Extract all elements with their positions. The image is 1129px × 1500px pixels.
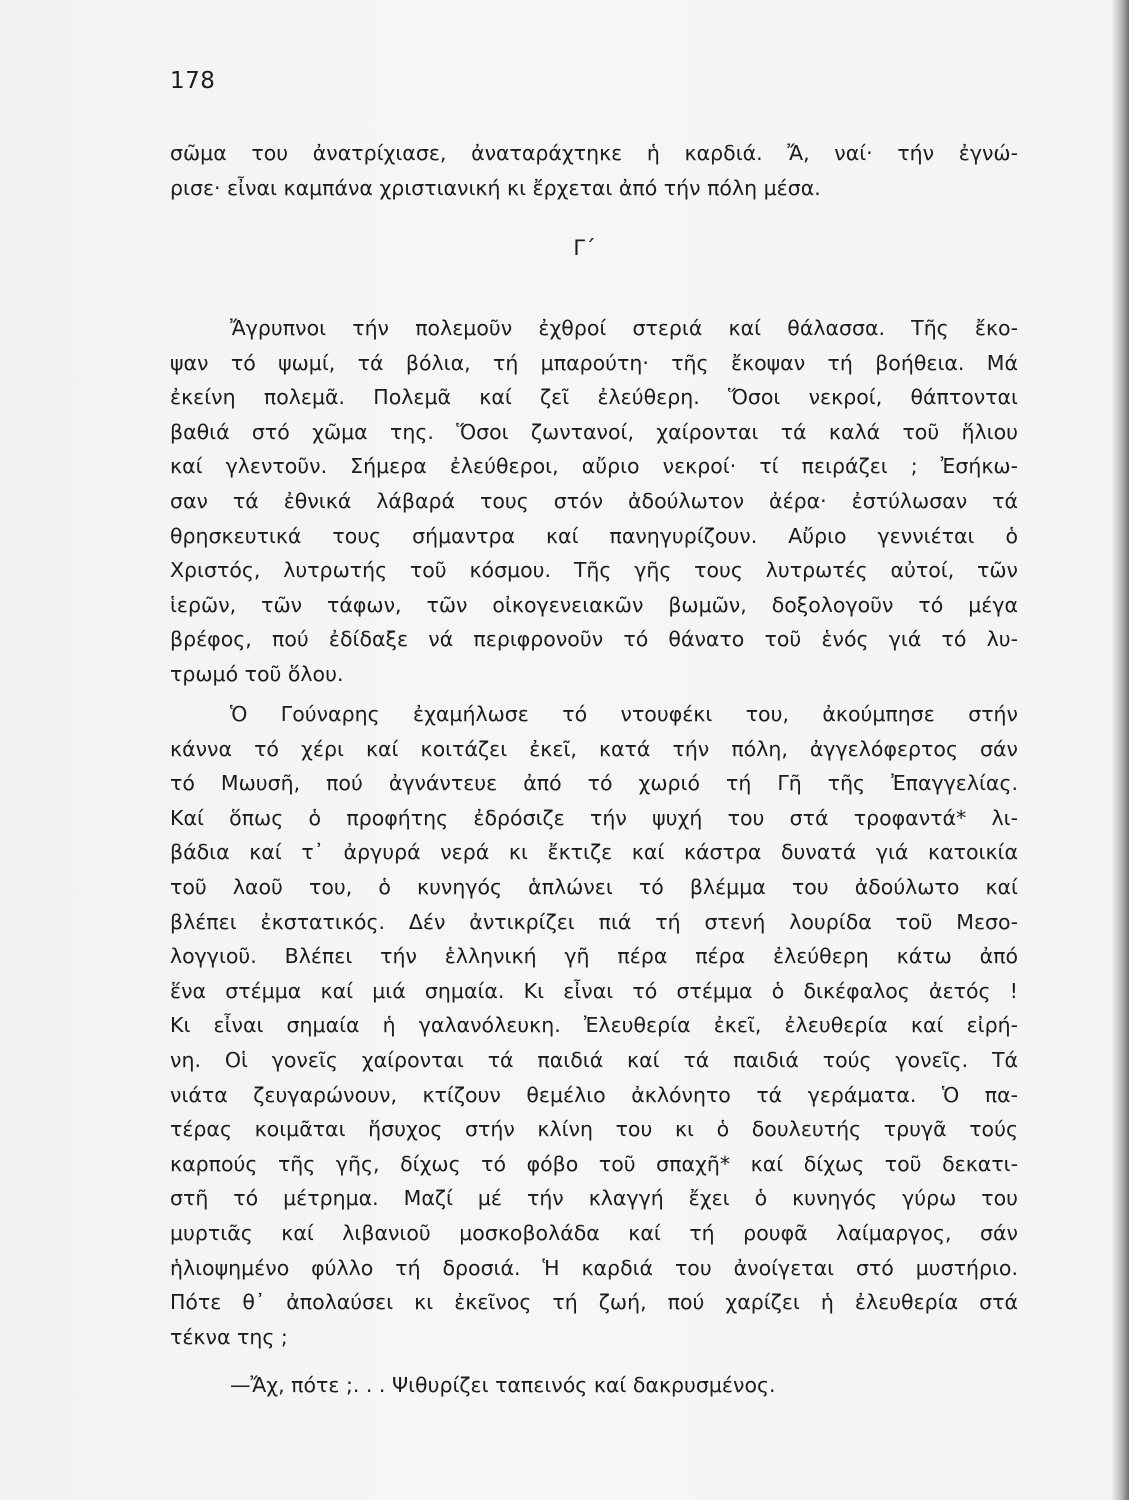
dialogue-line: —Ἄχ, πότε ;. . . Ψιθυρίζει ταπεινός καί δακρυσμένος.	[230, 1373, 776, 1397]
text-line: ἱερῶν, τῶν τάφων, τῶν οἰκογενειακῶν βωμῶν, δοξολογοῦν τό μέγα	[170, 592, 1018, 617]
text-line: τό Μωυσῆ, πού ἀγνάντευε ἀπό τό χωριό τή Γῆ τῆς Ἐπαγγελίας.	[170, 771, 1018, 796]
text-line: θρησκευτικά τους σήμαντρα καί πανηγυρίζουν. Αὔριο γεννιέται ὁ	[170, 523, 1018, 548]
text-line: νη. Οἱ γονεῖς χαίρονται τά παιδιά καί τά παιδιά τούς γονεῖς. Τά	[170, 1047, 1018, 1072]
book-spine-shadow	[1111, 0, 1129, 1500]
text-line: τέρας κοιμᾶται ἥσυχος στήν κλίνη του κι ὁ δουλευτής τρυγᾶ τούς	[170, 1117, 1018, 1142]
text-line: μυρτιᾶς καί λιβανιοῦ μοσκοβολάδα καί τή ρουφᾶ λαίμαργος, σάν	[170, 1220, 1018, 1245]
text-line: βρέφος, πού ἐδίδαξε νά περιφρονοῦν τό θάνατο τοῦ ἑνός γιά τό λυ-	[170, 627, 1018, 652]
text-line: βάδια καί τ᾽ ἀργυρά νερά κι ἔκτιζε καί κάστρα δυνατά γιά κατοικία	[170, 840, 1018, 865]
text-line: ἡλιοψημένο φύλλο τή δροσιά. Ἡ καρδιά του ἀνοίγεται στό μυστήριο.	[170, 1255, 1018, 1280]
text-line: τοῦ λαοῦ του, ὁ κυνηγός ἁπλώνει τό βλέμμα του ἀδούλωτο καί	[170, 874, 1018, 899]
text-line: στῆ τό μέτρημα. Μαζί μέ τήν κλαγγή ἔχει ὁ κυνηγός γύρω του	[170, 1186, 1018, 1211]
paragraph-continuation	[170, 136, 1018, 205]
text-line: νιάτα ζευγαρώνουν, κτίζουν θεμέλιο ἀκλόνητο τά γεράματα. Ὁ πα-	[170, 1082, 1018, 1107]
text-line: Χριστός, λυτρωτής τοῦ κόσμου. Τῆς γῆς τους λυτρωτές αὐτοί, τῶν	[170, 558, 1018, 583]
text-line: Ὁ Γούναρης ἐχαμήλωσε τό ντουφέκι του, ἀκούμπησε στήν	[230, 702, 1018, 726]
text-line: Ἄγρυπνοι τήν πολεμοῦν ἐχθροί στεριά καί θάλασσα. Τῆς ἔκο-	[230, 316, 1018, 340]
text-line: σαν τά ἐθνικά λάβαρά τους στόν ἀδούλωτον ἀέρα· ἐστύλωσαν τά	[170, 488, 1018, 513]
text-line: ψαν τό ψωμί, τά βόλια, τή μπαρούτη· τῆς ἔκοψαν τή βοήθεια. Μά	[170, 350, 1018, 375]
text-line: κάννα τό χέρι καί κοιτάζει ἐκεῖ, κατά τήν πόλη, ἀγγελόφερτος σάν	[170, 736, 1018, 761]
text-line: λογγιοῦ. Βλέπει τήν ἑλληνική γῆ πέρα πέρα ἐλεύθερη κάτω ἀπό	[170, 944, 1018, 969]
paragraph-gounaris	[170, 697, 1018, 1354]
page-number: 178	[170, 68, 216, 94]
text-line: βλέπει ἐκστατικός. Δέν ἀντικρίζει πιά τή στενή λουρίδα τοῦ Μεσο-	[170, 909, 1018, 934]
text-line: σῶμα του ἀνατρίχιασε, ἀναταράχτηκε ἡ καρδιά. Ἄ, ναί· τήν ἐγνώ-	[170, 141, 1018, 165]
text-line: καί γλεντοῦν. Σήμερα ἐλεύθεροι, αὔριο νεκροί· τί πειράζει ; Ἐσήκω-	[170, 454, 1018, 479]
text-line: Καί ὅπως ὁ προφήτης ἐδρόσιζε τήν ψυχή του στά τροφαντά* λι-	[170, 805, 1018, 830]
text-line: τρωμό τοῦ ὅλου.	[170, 661, 344, 686]
section-heading: Γ΄	[573, 236, 596, 260]
text-line: ρισε· εἶναι καμπάνα χριστιανική κι ἔρχεται ἀπό τήν πόλη μέσα.	[170, 175, 821, 200]
text-line: τέκνα της ;	[170, 1324, 288, 1349]
text-line: ἐκείνη πολεμᾶ. Πολεμᾶ καί ζεῖ ἐλεύθερη. Ὅσοι νεκροί, θάπτονται	[170, 385, 1018, 410]
text-line: Κι εἶναι σημαία ἡ γαλανόλευκη. Ἐλευθερία ἐκεῖ, ἐλευθερία καί εἰρή-	[170, 1013, 1018, 1038]
text-line: βαθιά στό χῶμα της. Ὅσοι ζωντανοί, χαίρονται τά καλά τοῦ ἥλιου	[170, 419, 1018, 444]
paragraph-siege	[170, 311, 1018, 692]
text-line: ἕνα στέμμα καί μιά σημαία. Κι εἶναι τό στέμμα ὁ δικέφαλος ἀετός !	[170, 978, 1018, 1003]
text-line: Πότε θ᾽ ἀπολαύσει κι ἐκεῖνος τή ζωή, πού χαρίζει ἡ ἐλευθερία στά	[170, 1290, 1018, 1315]
text-line: καρπούς τῆς γῆς, δίχως τό φόβο τοῦ σπαχῆ* καί δίχως τοῦ δεκατι-	[170, 1151, 1018, 1176]
